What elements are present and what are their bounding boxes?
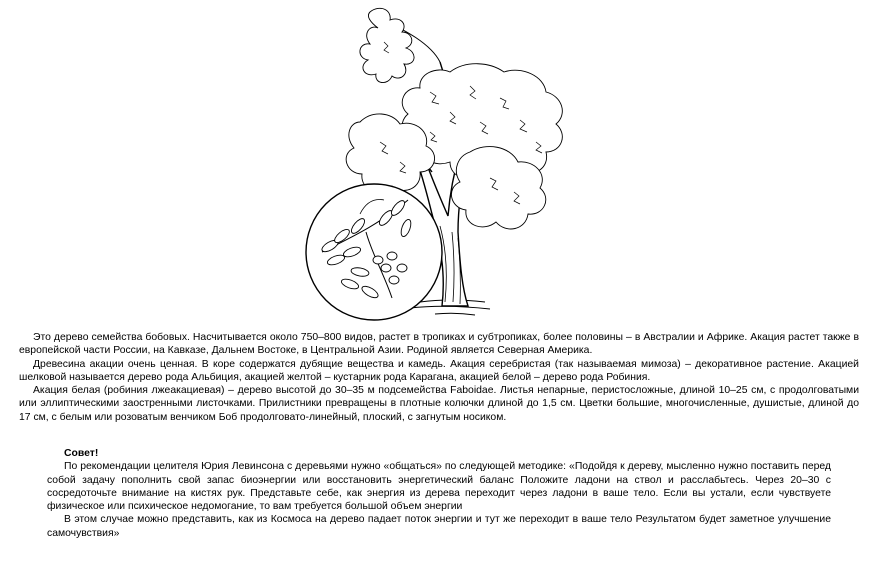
acacia-description bbox=[19, 331, 859, 424]
advice-paragraph: По рекомендации целителя Юрия Левинсона с деревьями нужно «общаться» по следующей методике: «Подойдя к дереву, мысленно нужно поставить перед собой задачу пополнить свой запас биоэнергии или восстановить энергетический баланс Положите ладони на ствол и расслабьтесь. Через 20–30 с сосредоточьте внимание на кистях рук. Представьте себе, как энергия из дерева переходит через ладони в ваше тело. Если вы устали, если чувствуете физическое или психическое недомогание, то вам требуется большой объем энергии bbox=[47, 461, 831, 513]
acacia-branch-inset bbox=[306, 184, 442, 320]
description-paragraph: Это дерево семейства бобовых. Насчитывается около 750–800 видов, растет в тропиках и субтропиках, более половины – в Австралии и Африке. Акация растет также в европейской части России, на Кавказе, Дальнем Востоке, в Центральной Азии. Родиной является Северная Америка. bbox=[19, 332, 859, 357]
acacia-tree-illustration bbox=[300, 2, 580, 324]
advice-block bbox=[47, 447, 831, 540]
advice-paragraph: В этом случае можно представить, как из Космоса на дерево падает поток энергии и тут же переходит в ваше тело Результатом будет заметное улучшение самочувствия» bbox=[47, 514, 831, 539]
description-paragraph: Древесина акации очень ценная. В коре содержатся дубящие вещества и камедь. Акация серебристая (так называемая мимоза) – декоративное растение. Акацией шелковой называется дерево рода Альбиция, акацией желтой – кустарник рода Карагана, акацией белой – дерево рода Робиния. bbox=[19, 358, 859, 383]
description-paragraph: Акация белая (робиния лжеакациевая) – дерево высотой до 30–35 м подсемейства Faboidae. Листья непарные, перистосложные, длиной 10–25 см, с продолговатыми или эллиптическими заостренными листочками. Прилистники превращены в плотные колючки длиной до 1,5 см. Цветки большие, многочисленные, душистые, длиной до 17 см, с белым или розоватым венчиком Боб продолговато-линейный, плоский, с загнутым носиком. bbox=[19, 385, 859, 423]
advice-title: Совет! bbox=[64, 448, 99, 459]
